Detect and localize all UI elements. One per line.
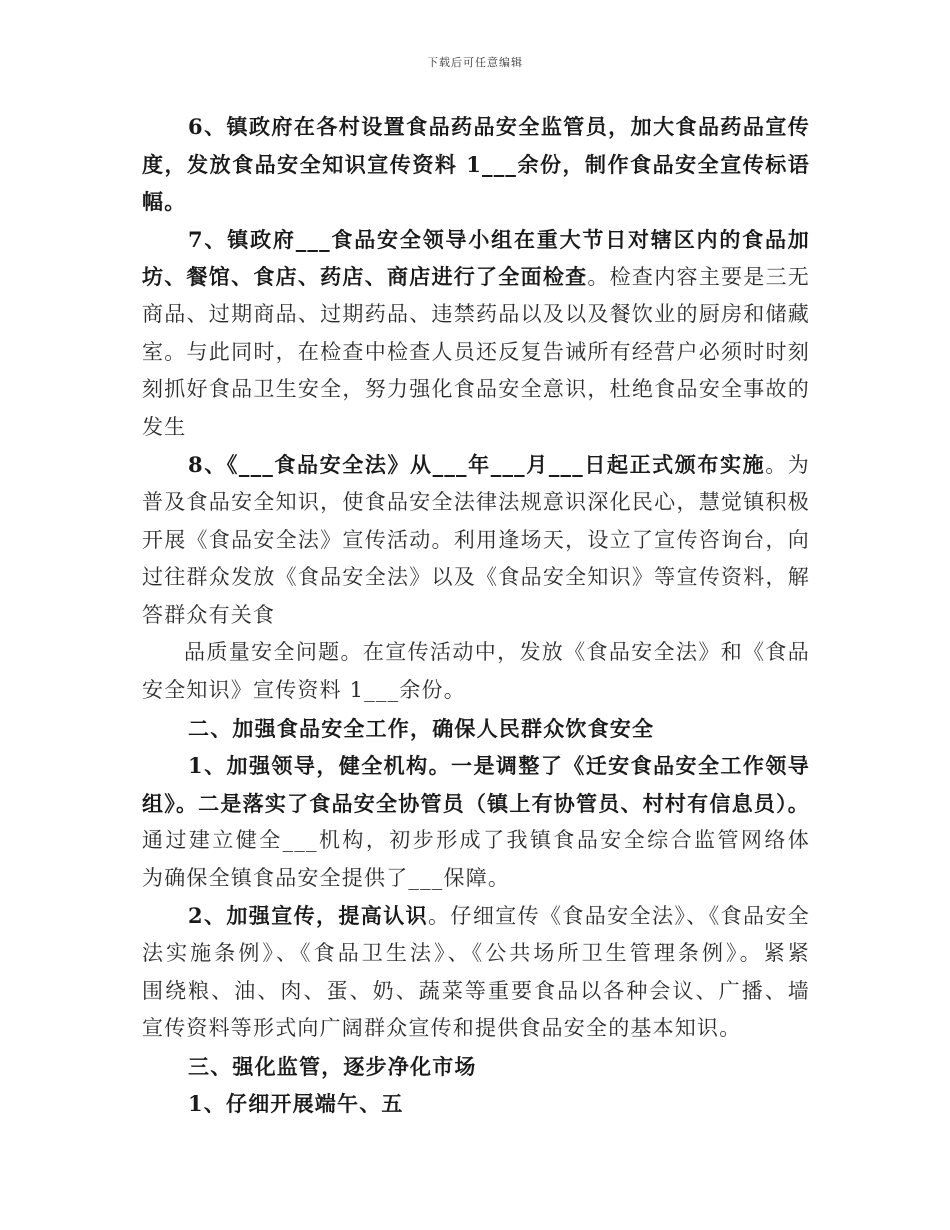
text-segment: 过往群众发放《食品安全法》以及《食品安全知识》等宣传资料，解	[142, 565, 810, 590]
text-segment: 答群众有关食	[142, 602, 276, 627]
text-segment: 安全知识》宣传资料 1___余份。	[142, 677, 466, 702]
text-line	[142, 597, 810, 635]
text-segment: 7、镇政府___食品安全领导小组在重大节日对辖区内的食品加	[188, 226, 810, 252]
text-segment: 坊、餐馆、食店、药店、商店进行了全面检查	[142, 264, 588, 290]
section-heading	[142, 1048, 810, 1086]
text-line	[142, 221, 810, 259]
text-line	[142, 897, 810, 935]
text-segment: 组》。二是落实了食品安全协管员（镇上有协管员、村村有信息员）。	[142, 790, 810, 816]
text-segment: 通过建立健全___机构，初步形成了我镇食品安全综合监管网络体	[142, 828, 810, 853]
text-segment: 宣传资料等形式向广阔群众宣传和提供食品安全的基本知识。	[142, 1016, 742, 1041]
text-line	[142, 409, 810, 447]
text-segment: 商品、过期商品、过期药品、违禁药品以及以及餐饮业的厨房和储藏	[142, 301, 810, 326]
text-line	[142, 296, 810, 334]
text-segment: 幅。	[142, 189, 187, 215]
text-line	[142, 334, 810, 372]
text-line	[142, 634, 810, 672]
text-segment: 为确保全镇食品安全提供了___保障。	[142, 865, 511, 890]
text-line	[142, 1010, 810, 1048]
page-header: 下载后可任意编辑	[427, 56, 523, 69]
text-line	[142, 860, 810, 898]
text-line	[142, 258, 810, 296]
text-line	[142, 559, 810, 597]
text-line	[142, 146, 810, 184]
text-line	[142, 1085, 810, 1123]
text-segment: 二、加强食品安全工作，确保人民群众饮食安全	[188, 715, 655, 741]
text-segment: 2、加强宣传，提高认识	[188, 903, 429, 929]
text-segment: 开展《食品安全法》宣传活动。利用逢场天，设立了宣传咨询台，向	[142, 527, 810, 552]
text-segment: 。检查内容主要是三无	[587, 265, 810, 290]
text-line	[142, 446, 810, 484]
document-body	[142, 108, 810, 1123]
text-line	[142, 672, 810, 710]
text-line	[142, 183, 810, 221]
text-segment: 品质量安全问题。在宣传活动中，发放《食品安全法》和《食品	[184, 640, 810, 665]
text-segment: 室。与此同时，在检查中检查人员还反复告诫所有经营户必须时时刻	[142, 339, 810, 364]
text-line	[142, 371, 810, 409]
text-segment: 1、加强领导，健全机构。一是调整了《迁安食品安全工作领导	[188, 753, 810, 779]
text-segment: 。仔细宣传《食品安全法》、《食品安全	[428, 904, 810, 929]
text-line	[142, 747, 810, 785]
text-segment: 普及食品安全知识，使食品安全法律法规意识深化民心，慧觉镇积极	[142, 489, 810, 514]
text-segment: 三、强化监管，逐步净化市场	[188, 1053, 477, 1079]
text-segment: 8、《___食品安全法》从___年___月___日起正式颁布实施	[188, 452, 766, 478]
text-segment: 围绕粮、油、肉、蛋、奶、蔬菜等重要食品以各种会议、广播、墙	[142, 978, 810, 1003]
text-segment: 度，发放食品安全知识宣传资料 1___余份，制作食品安全宣传标语	[142, 151, 810, 177]
text-line	[142, 822, 810, 860]
text-segment: 6、镇政府在各村设置食品药品安全监管员，加大食品药品宣传	[188, 114, 810, 139]
text-segment: 法实施条例》、《食品卫生法》、《公共场所卫生管理条例》。紧紧	[142, 941, 810, 966]
text-segment: 1、仔细开展端午、五	[188, 1091, 404, 1117]
section-heading	[142, 710, 810, 748]
text-segment: 刻抓好食品卫生安全，努力强化食品安全意识，杜绝食品安全事故的	[142, 377, 810, 402]
text-line	[142, 522, 810, 560]
text-segment: 发生	[142, 414, 187, 439]
text-line	[142, 108, 810, 146]
text-segment: 。为	[765, 453, 810, 478]
text-line	[142, 935, 810, 973]
text-line	[142, 973, 810, 1011]
text-line	[142, 484, 810, 522]
text-line	[142, 785, 810, 823]
